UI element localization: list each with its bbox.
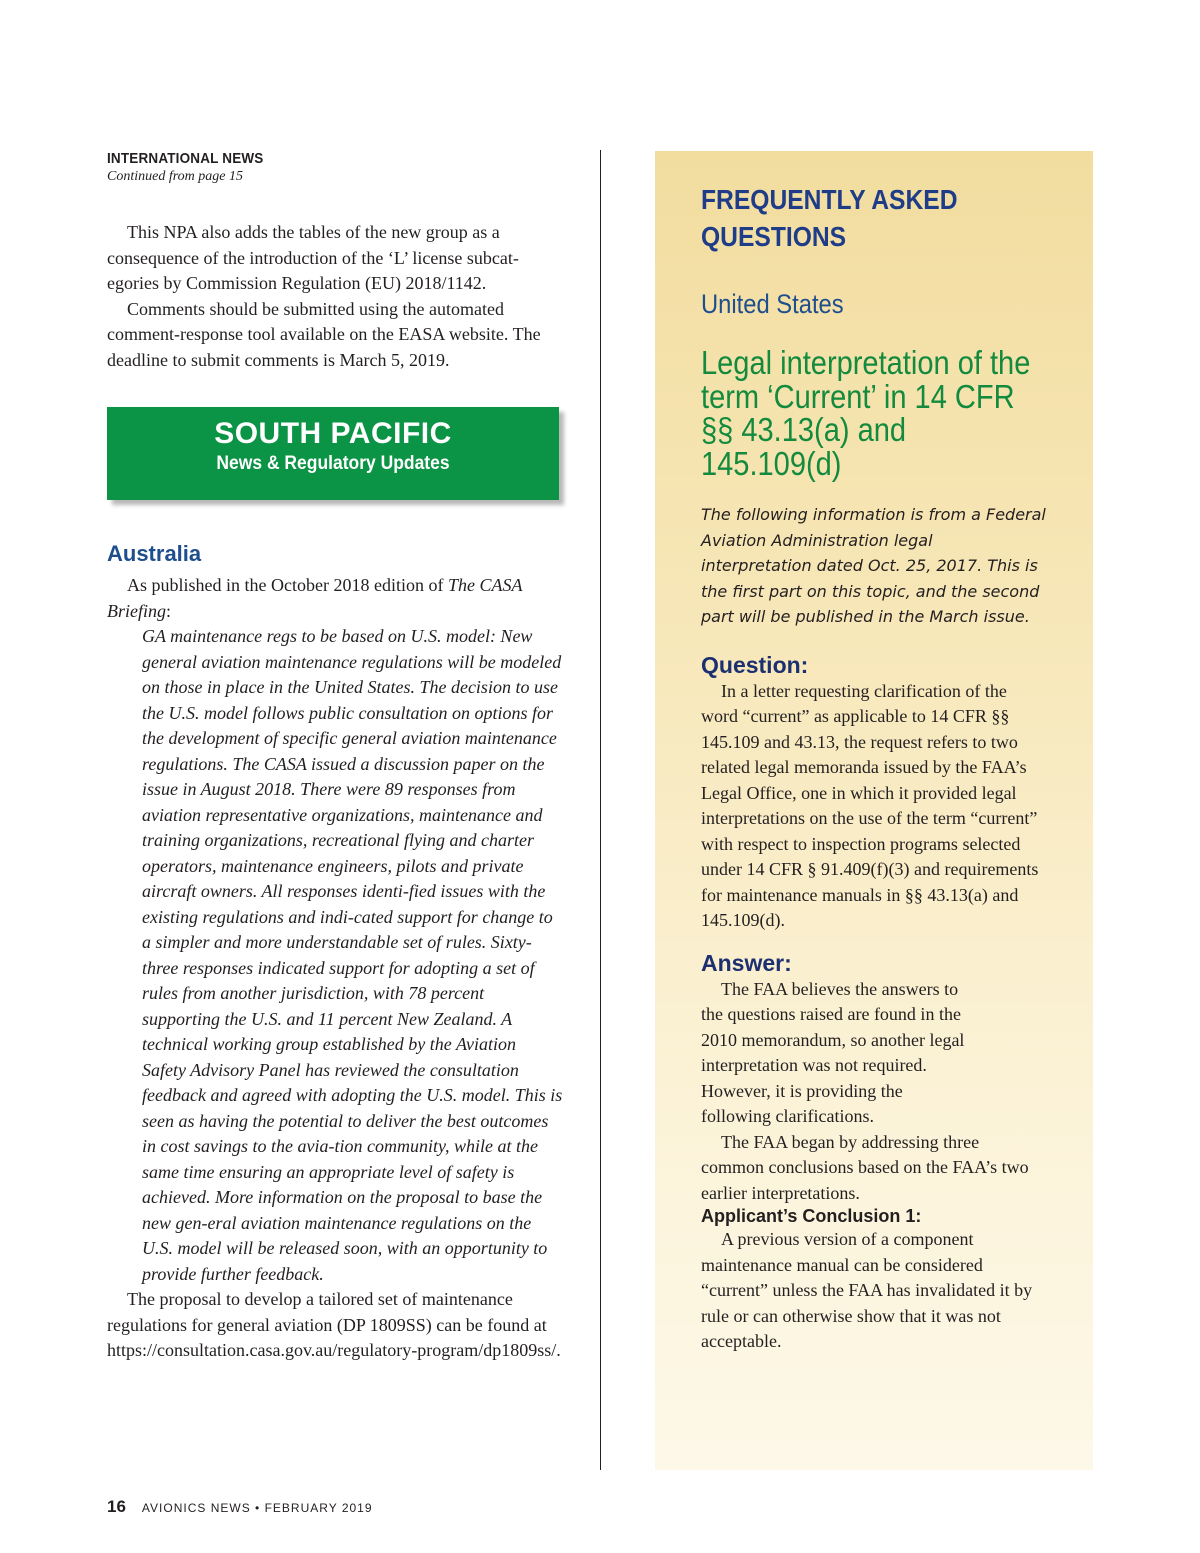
- paragraph-npa-tables: This NPA also adds the tables of the new group as a consequence of the introduction of the ‘L’ license subcat-egories by Commission Regulation (EU) 2018/1142.: [107, 222, 519, 293]
- left-column: [107, 150, 563, 373]
- banner-title: SOUTH PACIFIC: [214, 417, 452, 450]
- australia-section: [107, 541, 563, 1364]
- australia-intro: As published in the October 2018 edition of The CASA Briefing:: [107, 575, 523, 621]
- page-footer: [107, 1497, 373, 1517]
- question-text: In a letter requesting clarification of the word “current” as applicable to 14 CFR §§ 145.109 and 43.13, the request refers to two related legal memoranda issued by the FAA’s Legal Office, one in which it provided legal interpretations on the use of the term “current” with respect to inspection programs selected under 14 CFR § 91.409(f)(3) and requirements for maintenance manuals in §§ 43.13(a) and 145.109(d).: [701, 680, 1039, 930]
- answer-paragraph-1: The FAA believes the answers to the questions raised are found in the 2010 memorandum, so another legal interpretation was not required. However, it is providing the following clarifications.: [701, 978, 965, 1126]
- publication-line: AVIONICS NEWS • FEBRUARY 2019: [141, 1501, 373, 1515]
- paragraph-comments: Comments should be submitted using the automated comment-response tool available on the EASA website. The deadline to submit comments is March 5, 2019.: [107, 298, 541, 370]
- npa-paragraphs: [107, 220, 563, 373]
- region-heading: Australia: [107, 541, 202, 566]
- faq-title-line2: QUESTIONS: [701, 221, 847, 252]
- column-divider: [600, 150, 601, 1470]
- conclusion-heading: Applicant’s Conclusion 1:: [701, 1206, 922, 1226]
- answer-paragraph-2: The FAA began by addressing three common conclusions based on the FAA’s two earlier interpretations.: [701, 1131, 1029, 1203]
- answer-body: [701, 977, 1046, 1207]
- page-number: 16: [107, 1497, 126, 1516]
- faq-title-line1: FREQUENTLY ASKED: [701, 184, 958, 215]
- faq-intro: The following information is from a Federal Aviation Administration legal interpretation dated Oct. 25, 2017. This is the first part on this topic, and the second part will be published in the March issue.: [701, 505, 1046, 626]
- faq-content: [701, 181, 1046, 1355]
- question-heading: Question:: [701, 651, 809, 678]
- conclusion-text: A previous version of a component maintenance manual can be considered “current” unless the FAA has invalidated it by rule or can otherwise show that it was not acceptable.: [701, 1229, 1033, 1351]
- paragraph-closing: The proposal to develop a tailored set of maintenance regulations for general aviation (DP 1809SS) can be found at https://consultation.casa.gov.au/regulatory-program/dp1809ss/.: [107, 1289, 561, 1360]
- section-label: INTERNATIONAL NEWS: [107, 150, 264, 167]
- question-body: [701, 679, 1046, 934]
- casa-quote: GA maintenance regs to be based on U.S. model: New general aviation maintenance regulations will be modeled on those in place in the United States. The decision to use the U.S. model follows public consultation on options for the development of specific general aviation maintenance regulations. The CASA issued a discussion paper on the issue in August 2018. There were 89 responses from aviation representative organizations, maintenance and training organizations, recreational flying and charter operators, maintenance engineers, pilots and private aircraft owners. All responses identi-fied issues with the existing regulations and indi-cated support for change to a simpler and more understandable set of rules. Sixty-three responses indicated support for adopting a set of rules from another jurisdiction, with 78 percent supporting the U.S. and 11 percent New Zealand. A technical working group established by the Aviation Safety Advisory Panel has reviewed the consultation feedback and agreed with adopting the U.S. model. This is seen as having the potential to deliver the best outcomes in cost savings to the avia-tion community, while at the same time ensuring an appropriate level of safety is achieved. More information on the proposal to base the new gen-eral aviation maintenance regulations on the U.S. model will be released soon, with an opportunity to provide further feedback.: [142, 626, 563, 1284]
- faq-sidebar: [655, 151, 1093, 1470]
- banner-subtitle: News & Regulatory Updates: [216, 453, 450, 474]
- conclusion-body: [701, 1227, 1046, 1355]
- answer-heading: Answer:: [701, 949, 792, 976]
- publication-title: The CASA Briefing: [107, 575, 523, 621]
- faq-country: United States: [701, 289, 844, 319]
- australia-closing: [107, 1287, 563, 1364]
- south-pacific-banner: [107, 407, 559, 500]
- continued-note: Continued from page 15: [107, 169, 243, 184]
- faq-headline: Legal interpretation of the term ‘Current’ in 14 CFR §§ 43.13(a) and 145.109(d): [701, 344, 1031, 482]
